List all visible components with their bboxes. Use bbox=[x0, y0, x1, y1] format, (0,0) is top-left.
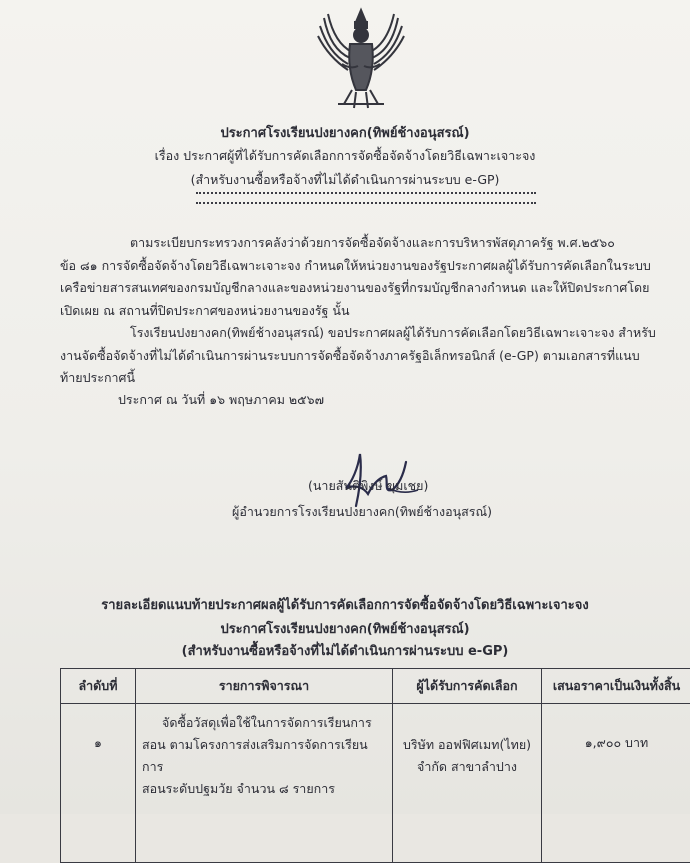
divider-line bbox=[196, 192, 536, 204]
body-line: งานจัดซื้อจัดจ้างที่ไม่ได้ดำเนินการผ่านระบบการจัดซื้อจัดจ้างภาครัฐอิเล็กทรอนิกส์ (e-GP) ตามเอกสารที่แนบ bbox=[60, 345, 670, 368]
winner-line: จำกัด สาขาลำปาง bbox=[399, 756, 535, 778]
body-line: โรงเรียนปงยางคก(ทิพย์ช้างอนุสรณ์) ขอประกาศผลผู้ได้รับการคัดเลือกโดยวิธีเฉพาะเจาะจง สำหรับ bbox=[60, 322, 670, 345]
body-paragraph-announcement bbox=[60, 322, 670, 390]
item-line: สอนระดับปฐมวัย จำนวน ๘ รายการ bbox=[142, 778, 386, 800]
cell-no: ๑ bbox=[61, 704, 136, 863]
attachment-title: รายละเอียดแนบท้ายประกาศผลผู้ได้รับการคัดเลือกการจัดซื้อจัดจ้างโดยวิธีเฉพาะเจาะจง bbox=[0, 594, 690, 615]
column-header-price: เสนอราคาเป็นเงินทั้งสิ้น bbox=[542, 669, 690, 704]
cell-price: ๑,๙๐๐ บาท bbox=[542, 704, 690, 863]
announcement-subject: เรื่อง ประกาศผู้ที่ได้รับการคัดเลือกการจัดซื้อจัดจ้างโดยวิธีเฉพาะเจาะจง bbox=[0, 146, 690, 166]
item-line: จัดซื้อวัสดุเพื่อใช้ในการจัดการเรียนการ bbox=[142, 712, 386, 734]
column-header-no: ลำดับที่ bbox=[61, 669, 136, 704]
attachment-org: ประกาศโรงเรียนปงยางคก(ทิพย์ช้างอนุสรณ์) bbox=[0, 618, 690, 639]
attachment-scope: (สำหรับงานซื้อหรือจ้างที่ไม่ได้ดำเนินการผ่านระบบ e-GP) bbox=[0, 640, 690, 661]
cell-winner bbox=[393, 704, 542, 863]
body-line: ตามระเบียบกระทรวงการคลังว่าด้วยการจัดซื้อจัดจ้างและการบริหารพัสดุภาครัฐ พ.ศ.๒๕๖๐ bbox=[60, 232, 670, 255]
announcement-date: ประกาศ ณ วันที่ ๑๖ พฤษภาคม ๒๕๖๗ bbox=[118, 390, 324, 410]
announcement-scope: (สำหรับงานซื้อหรือจ้างที่ไม่ได้ดำเนินการผ่านระบบ e-GP) bbox=[0, 170, 690, 190]
column-header-item: รายการพิจารณา bbox=[136, 669, 393, 704]
body-line: เครือข่ายสารสนเทศของกรมบัญชีกลางและของหน่วยงานของรัฐที่กรมบัญชีกลางกำหนด และให้ปิดประกาศโดย bbox=[60, 277, 670, 300]
item-line: สอน ตามโครงการส่งเสริมการจัดการเรียนการ bbox=[142, 734, 386, 778]
cell-item bbox=[136, 704, 393, 863]
body-line: เปิดเผย ณ สถานที่ปิดประกาศของหน่วยงานของรัฐ นั้น bbox=[60, 300, 670, 323]
procurement-table bbox=[60, 668, 690, 863]
table-row bbox=[61, 704, 690, 863]
body-line: ท้ายประกาศนี้ bbox=[60, 367, 670, 390]
signatory-name: (นายสันติพิงษ์ ขุมเชย) bbox=[308, 476, 428, 496]
column-header-winner: ผู้ได้รับการคัดเลือก bbox=[393, 669, 542, 704]
announcement-title: ประกาศโรงเรียนปงยางคก(ทิพย์ช้างอนุสรณ์) bbox=[0, 122, 690, 143]
body-paragraph-regulation bbox=[60, 232, 670, 322]
body-line: ข้อ ๘๑ การจัดซื้อจัดจ้างโดยวิธีเฉพาะเจาะจง กำหนดให้หน่วยงานของรัฐประกาศผลผู้ได้รับการคัดเลือกในระบบ bbox=[60, 255, 670, 278]
table-header-row bbox=[61, 669, 690, 704]
signatory-position: ผู้อำนวยการโรงเรียนปงยางคก(ทิพย์ช้างอนุสรณ์) bbox=[232, 502, 492, 522]
garuda-emblem-icon bbox=[312, 4, 410, 112]
winner-line: บริษัท ออฟฟิศเมท(ไทย) bbox=[399, 734, 535, 756]
